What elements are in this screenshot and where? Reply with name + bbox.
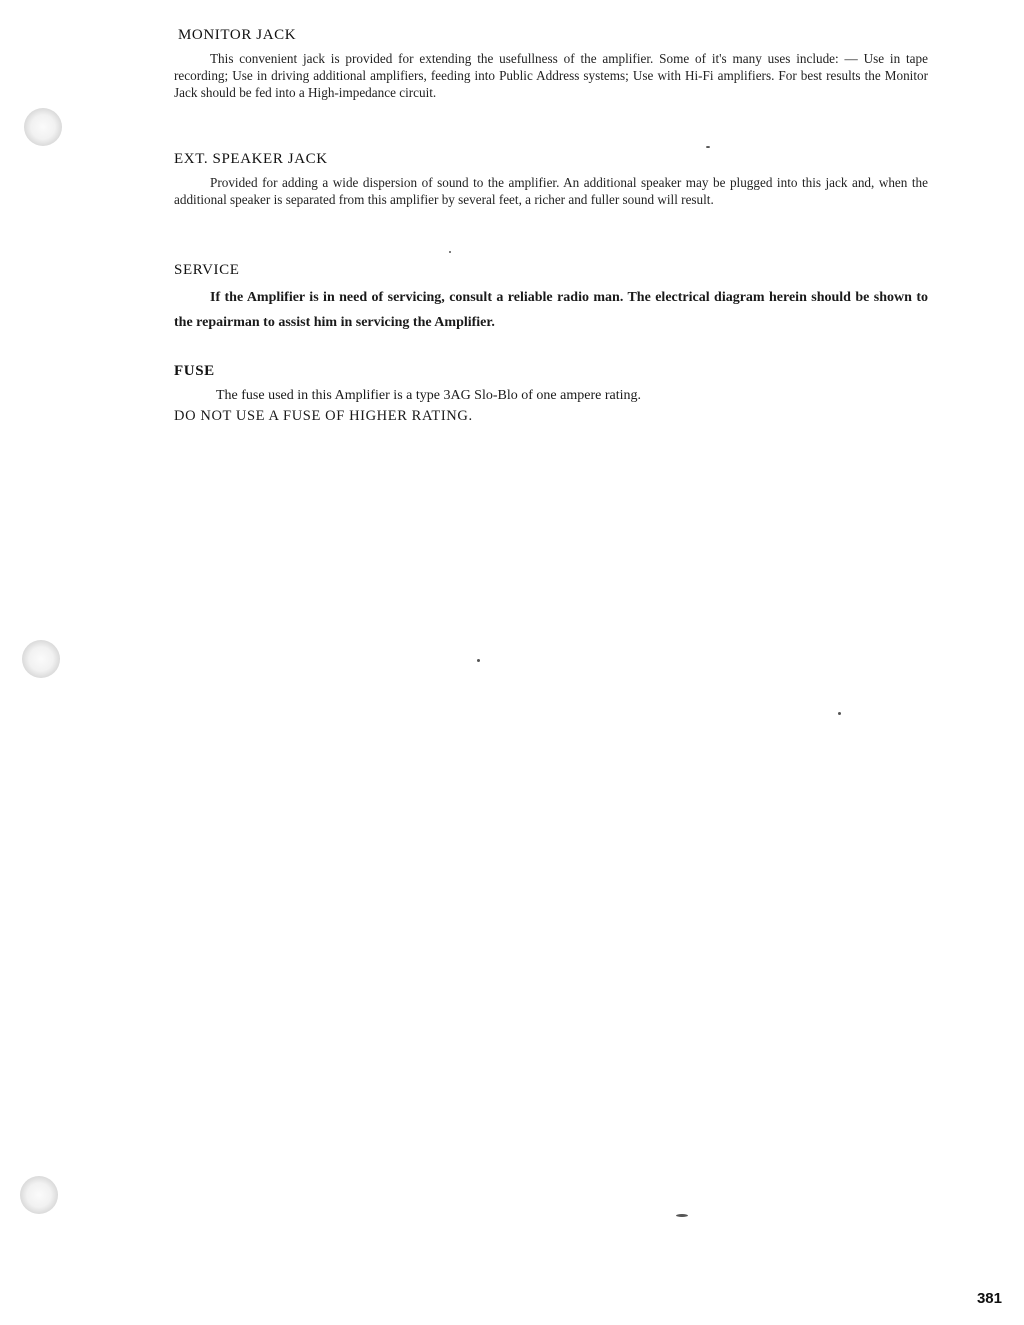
binder-hole-top: [24, 108, 62, 146]
scan-speck: [838, 712, 841, 715]
section-ext-speaker-jack: [174, 151, 928, 208]
section-body: If the Amplifier is in need of servicing, consult a reliable radio man. The electrical diagram herein should be shown to the repairman to assist him in servicing the Amplifier.: [174, 290, 928, 330]
page-number: 381: [976, 1290, 1002, 1307]
section-service: [174, 262, 928, 335]
section-monitor-jack: [174, 27, 928, 101]
section-heading: SERVICE: [174, 262, 240, 278]
section-heading: MONITOR JACK: [178, 27, 297, 43]
scan-speck: [449, 251, 451, 253]
scan-speck: [676, 1214, 688, 1217]
section-fuse: [174, 363, 928, 426]
fuse-warning: DO NOT USE A FUSE OF HIGHER RATING.: [174, 408, 473, 424]
section-body: The fuse used in this Amplifier is a type 3AG Slo-Blo of one ampere rating.: [216, 388, 641, 403]
binder-hole-bottom: [20, 1176, 58, 1214]
section-heading: EXT. SPEAKER JACK: [174, 151, 328, 167]
section-body: Provided for adding a wide dispersion of sound to the amplifier. An additional speaker may be plugged into this jack and, when the additional speaker is separated from this amplifier by several feet, a richer and fuller sound will result.: [174, 175, 928, 207]
section-body: This convenient jack is provided for extending the usefullness of the amplifier. Some of it's many uses include: — Use in tape recording; Use in driving additional amplifiers, feeding into Public Address systems; Use with Hi-Fi amplifiers. For best results the Monitor Jack should be fed into a High-impedance circuit.: [174, 51, 928, 100]
binder-hole-middle: [22, 640, 60, 678]
section-heading: FUSE: [174, 363, 215, 379]
scan-speck: [477, 659, 480, 662]
scan-speck: [706, 146, 710, 148]
